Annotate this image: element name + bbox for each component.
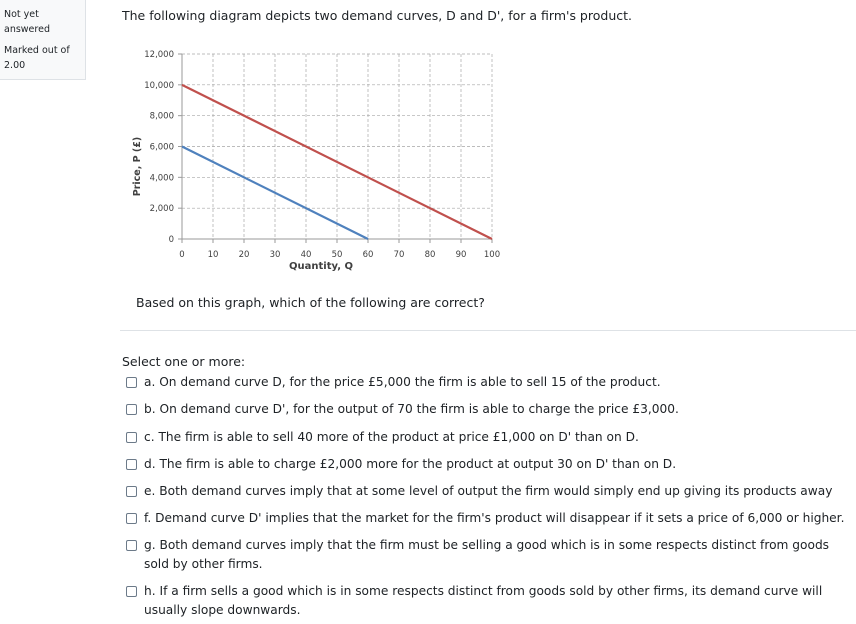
option-e-checkbox[interactable]	[126, 486, 137, 497]
x-tick-label-8: 80	[424, 250, 436, 260]
option-f[interactable]	[126, 509, 846, 528]
option-d[interactable]	[126, 455, 846, 474]
option-a-checkbox[interactable]	[126, 377, 137, 388]
option-b-checkbox[interactable]	[126, 404, 137, 415]
option-f-checkbox[interactable]	[126, 513, 137, 524]
question-prompt: Based on this graph, which of the following are correct?	[136, 295, 485, 310]
y-tick-label-2: 4,000	[149, 173, 174, 184]
y-tick-label-5: 10,000	[144, 80, 174, 91]
status-text-2: answered	[4, 24, 50, 35]
option-c[interactable]	[126, 428, 846, 447]
select-label: Select one or more:	[122, 354, 246, 369]
y-axis-label: Price, P (£)	[132, 136, 143, 197]
option-g-checkbox[interactable]	[126, 540, 137, 551]
status-text: Not yet	[4, 9, 39, 20]
marks-value: 2.00	[4, 60, 26, 71]
option-e[interactable]	[126, 482, 846, 501]
option-c-text[interactable]: c. The firm is able to sell 40 more of the product at price £1,000 on D' than on D.	[144, 430, 639, 444]
x-axis-label: Quantity, Q	[289, 261, 353, 272]
x-tick-label-10: 100	[483, 250, 501, 260]
option-f-text[interactable]: f. Demand curve D' implies that the market for the firm's product will disappear if it sets a price of 6,000 or higher.	[144, 511, 845, 525]
x-tick-label-5: 50	[331, 250, 343, 260]
option-g-text[interactable]: g. Both demand curves imply that the firm must be selling a good which is in some respects distinct from goods sold by other firms.	[144, 538, 830, 571]
demand-chart	[120, 40, 520, 280]
y-tick-label-1: 2,000	[149, 204, 174, 215]
x-tick-label-3: 30	[269, 250, 281, 260]
y-tick-label-4: 8,000	[149, 111, 174, 122]
x-tick-label-2: 20	[238, 250, 250, 260]
marks-label: Marked out of	[4, 45, 70, 56]
question-intro: The following diagram depicts two demand curves, D and D', for a firm's product.	[122, 8, 632, 23]
x-tick-label-9: 90	[455, 250, 467, 260]
y-tick-label-3: 6,000	[149, 142, 174, 153]
option-b-text[interactable]: b. On demand curve D', for the output of 70 the firm is able to charge the price £3,000.	[144, 402, 679, 416]
option-g[interactable]	[126, 536, 846, 574]
y-tick-label-6: 12,000	[144, 50, 174, 60]
x-tick-label-4: 40	[300, 250, 312, 260]
option-a[interactable]	[126, 373, 846, 392]
x-tick-label-1: 10	[207, 250, 219, 260]
option-d-text[interactable]: d. The firm is able to charge £2,000 more for the product at output 30 on D' than on D.	[144, 457, 677, 471]
option-c-checkbox[interactable]	[126, 432, 137, 443]
question-info-panel	[0, 0, 86, 80]
x-tick-label-0: 0	[179, 250, 185, 260]
option-a-text[interactable]: a. On demand curve D, for the price £5,000 the firm is able to sell 15 of the product.	[144, 375, 661, 389]
option-b[interactable]	[126, 400, 846, 419]
option-h[interactable]	[126, 582, 846, 620]
option-h-checkbox[interactable]	[126, 586, 137, 597]
option-d-checkbox[interactable]	[126, 459, 137, 470]
y-tick-label-0: 0	[168, 235, 174, 245]
option-h-text[interactable]: h. If a firm sells a good which is in some respects distinct from goods sold by other firms, its demand curve will usually slope downwards.	[144, 584, 823, 617]
divider	[120, 330, 856, 331]
option-e-text[interactable]: e. Both demand curves imply that at some level of output the firm would simply end up giving its products away	[144, 484, 833, 498]
x-tick-label-7: 70	[393, 250, 405, 260]
x-tick-label-6: 60	[362, 250, 374, 260]
